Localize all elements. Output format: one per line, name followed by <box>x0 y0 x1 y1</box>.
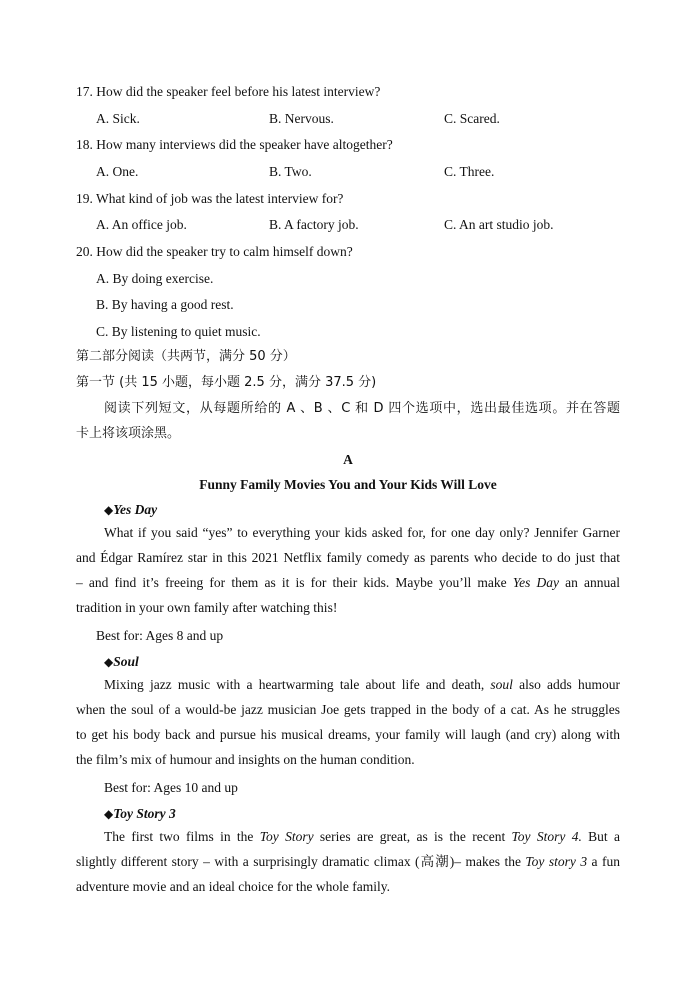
movie-name: Soul <box>113 654 139 669</box>
option-20a: A. By doing exercise. <box>96 271 214 286</box>
soul-line-4: the film’s mix of humour and insights on the human condition. <box>76 752 415 767</box>
question-19: 19. What kind of job was the latest interview for? <box>76 191 344 206</box>
movie-heading-soul <box>104 654 139 670</box>
section-subtitle: 第一节 (共 15 小题，每小题 2.5 分，满分 37.5 分) <box>76 375 377 390</box>
part-title: 第二部分阅读（共两节，满分 50 分） <box>76 349 296 364</box>
instruction-line-2: 卡上将该项涂黑。 <box>76 426 181 441</box>
movie-heading-toy-story-3 <box>104 806 176 822</box>
diamond-icon: ◆ <box>104 655 114 669</box>
option-18c: C. Three. <box>444 164 495 179</box>
option-17c: C. Scared. <box>444 111 500 126</box>
option-17a: A. Sick. <box>96 111 140 126</box>
toy-story-line-3: adventure movie and an ideal choice for the whole family. <box>76 879 391 894</box>
soul-line-2: when the soul of a would-be jazz musician Joe gets trapped in the body of a cat. As he struggles <box>76 702 620 717</box>
passage-letter: A <box>343 452 353 467</box>
option-20c: C. By listening to quiet music. <box>96 324 261 339</box>
yes-day-line-3: – and find it’s freeing for them as it is for their kids. Maybe you’ll make Yes Day an annual <box>76 575 620 590</box>
movie-name: Yes Day <box>113 502 158 517</box>
option-19b: B. A factory job. <box>269 217 359 232</box>
diamond-icon: ◆ <box>104 807 114 821</box>
option-17b: B. Nervous. <box>269 111 334 126</box>
option-19a: A. An office job. <box>96 217 187 232</box>
yes-day-line-1: What if you said “yes” to everything your kids asked for, for one day only? Jennifer Garner <box>104 525 620 540</box>
yes-day-line-4: tradition in your own family after watching this! <box>76 600 338 615</box>
option-20b: B. By having a good rest. <box>96 297 234 312</box>
movie-heading-yes-day <box>104 502 157 518</box>
instruction-line-1: 阅读下列短文，从每题所给的 A 、B 、C 和 D 四个选项中，选出最佳选项。并在答题 <box>104 401 620 416</box>
option-18b: B. Two. <box>269 164 312 179</box>
soul-line-3: to get his body back and pursue his musical dreams, your family will laugh (and cry) along with <box>76 727 620 742</box>
yes-day-best-for: Best for: Ages 8 and up <box>96 628 224 643</box>
movie-name: Toy Story 3 <box>113 806 176 821</box>
soul-best-for: Best for: Ages 10 and up <box>104 780 238 795</box>
option-19c: C. An art studio job. <box>444 217 554 232</box>
toy-story-line-2: slightly different story – with a surprisingly dramatic climax (高潮)– makes the Toy story 3 a fun <box>76 854 620 869</box>
toy-story-line-1: The first two films in the Toy Story series are great, as is the recent Toy Story 4. But a <box>104 829 620 844</box>
option-18a: A. One. <box>96 164 139 179</box>
passage-title: Funny Family Movies You and Your Kids Will Love <box>199 477 497 492</box>
yes-day-line-2: and Édgar Ramírez star in this 2021 Netflix family comedy as parents who decide to do just that <box>76 550 620 565</box>
diamond-icon: ◆ <box>104 503 114 517</box>
question-20: 20. How did the speaker try to calm himself down? <box>76 244 353 259</box>
question-17: 17. How did the speaker feel before his latest interview? <box>76 84 381 99</box>
question-18: 18. How many interviews did the speaker have altogether? <box>76 137 393 152</box>
soul-line-1: Mixing jazz music with a heartwarming tale about life and death, soul also adds humour <box>104 677 620 692</box>
